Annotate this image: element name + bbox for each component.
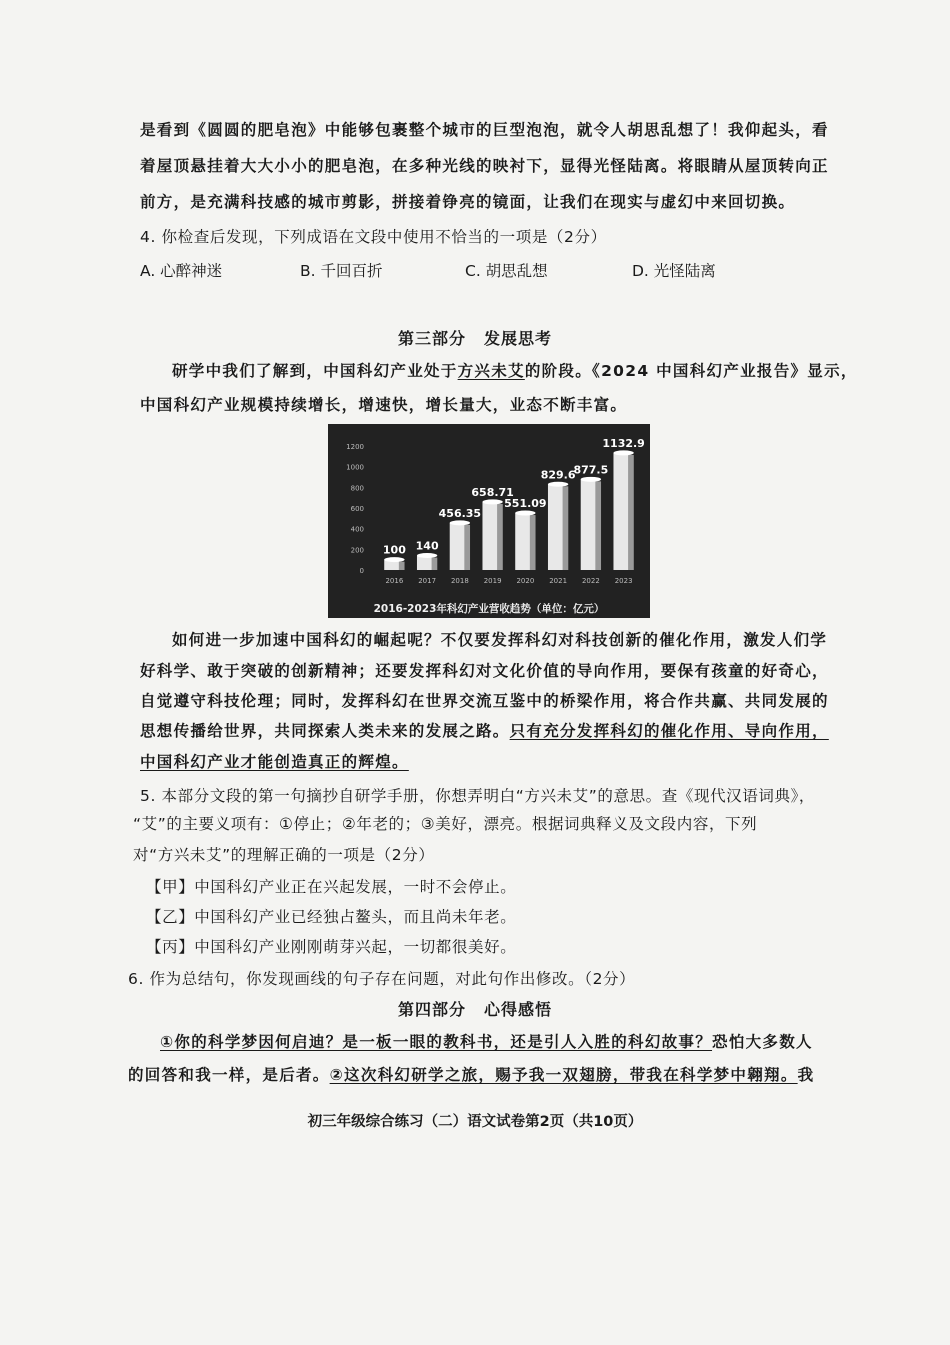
intro-text: 研学中我们了解到，中国科幻产业处于 [172, 362, 458, 380]
y-tick-label: 0 [359, 567, 364, 575]
bar-cap [548, 482, 568, 487]
bar-cap [613, 450, 633, 455]
y-tick-label: 1000 [346, 463, 364, 472]
value-label-2020: 551.09 [504, 497, 547, 511]
passage-idiom-guangguai: 光怪陆离 [593, 157, 661, 175]
bar-shade [398, 562, 404, 570]
passage-text: 了！我仰起头，看 [694, 121, 829, 139]
part3-para-line-5 [140, 750, 409, 772]
part3-para-line-4 [140, 719, 829, 741]
bar-shade [628, 455, 634, 570]
para-text: 思想传播给世界，共同探索人类未来的发展之路。 [140, 722, 510, 740]
part4-sentence-2: ②这次科幻研学之旅，赐予我一双翅膀，带我在科学梦中翱翔。 [329, 1066, 798, 1084]
q6-stem: 6. 作为总结句，你发现画线的句子存在问题，对此句作出修改。（2分） [128, 970, 636, 988]
bar-2020 [515, 513, 530, 570]
q4-option-c: C. 胡思乱想 [465, 262, 548, 280]
q5-option-yi: 【乙】中国科幻产业已经独占鳌头，而且尚未年老。 [146, 908, 517, 926]
underlined-sentence-part1: 只有充分发挥科幻的催化作用、导向作用， [509, 722, 829, 740]
x-tick-label-2022: 2022 [581, 577, 600, 585]
q5-stem-line-1: 5. 本部分文段的第一句摘抄自研学手册，你想弄明白“方兴未艾”的意思。查《现代汉语词典》， [140, 787, 816, 805]
passage-idiom-huside: 胡思乱想 [627, 121, 695, 139]
x-tick-label-2019: 2019 [483, 577, 502, 585]
bar-cap [384, 557, 404, 562]
bar-cap [417, 553, 437, 558]
value-label-2018: 456.35 [438, 506, 482, 520]
part3-intro-line-2: 中国科幻产业规模持续增长，增速快，增长量大，业态不断丰富。 [140, 396, 628, 414]
part4-line-2 [128, 1063, 814, 1085]
intro-idiom-fangxing: 方兴未艾 [457, 362, 525, 380]
value-label-2017: 140 [415, 539, 439, 553]
value-label-2022: 877.5 [573, 463, 609, 477]
intro-text: 的阶段。《2024 中国科幻产业报告》显示， [524, 362, 858, 380]
part3-para-line-1: 如何进一步加速中国科幻的崛起呢？不仅要发挥科幻对科技创新的催化作用，激发人们学 [172, 631, 828, 649]
part4-text: 我 [797, 1066, 815, 1084]
bar-2022 [581, 479, 596, 570]
part4-line-1 [160, 1030, 813, 1052]
part3-title: 发展思考 [484, 329, 553, 348]
x-tick-label-2018: 2018 [450, 577, 469, 585]
passage-line-2 [140, 154, 829, 176]
q5-option-bing: 【丙】中国科幻产业刚刚萌芽兴起，一切都很美好。 [146, 938, 517, 956]
value-label-2016: 100 [382, 543, 406, 557]
bar-cap [515, 511, 535, 516]
bar-shade [464, 525, 470, 570]
q4-option-b: B. 千回百折 [300, 262, 383, 280]
page-footer: 初三年级综合练习（二）语文试卷第2页（共10页） [307, 1114, 643, 1130]
x-tick-label-2023: 2023 [614, 577, 633, 585]
q4-option-a: A. 心醉神迷 [140, 262, 223, 280]
q5-stem-line-2: “艾”的主要义项有：①停止；②年老的；③美好，漂亮。根据词典释义及文段内容，下列 [133, 815, 758, 833]
q4-stem: 4. 你检查后发现，下列成语在文段中使用不恰当的一项是（2分） [140, 228, 607, 246]
bar-cap [450, 520, 470, 525]
x-tick-label-2017: 2017 [418, 577, 437, 585]
part3-para-line-2: 好科学、敢于突破的创新精神；还要发挥科幻对文化价值的导向作用，要保有孩童的好奇心， [140, 662, 829, 680]
bar-shade [595, 481, 601, 570]
part4-sentence-1: ①你的科学梦因何启迪？是一板一眼的教科书，还是引人入胜的科幻故事？ [160, 1033, 713, 1051]
x-tick-label-2020: 2020 [516, 577, 535, 585]
part3-para-line-3: 自觉遵守科技伦理；同时，发挥科幻在世界交流互鉴中的桥梁作用，将合作共赢、共同发展的 [140, 692, 829, 710]
bar-cap [482, 499, 502, 504]
chart-title: 2016-2023年科幻产业营收趋势（单位：亿元） [373, 603, 605, 615]
bar-2019 [482, 502, 497, 570]
passage-text: 。将眼睛从屋顶转向正 [660, 157, 829, 175]
y-tick-label: 600 [350, 505, 364, 513]
y-tick-label: 1200 [346, 443, 364, 451]
x-tick-label-2016: 2016 [385, 577, 404, 585]
passage-text: 着屋顶悬挂着大大小小的肥皂泡，在多种光线的映衬下，显得 [140, 157, 594, 175]
part4-text: 的回答和我一样，是后者。 [128, 1066, 330, 1084]
bar-shade [529, 515, 535, 570]
part4-title: 心得感悟 [484, 1000, 553, 1019]
q5-stem-line-3: 对“方兴未艾”的理解正确的一项是（2分） [133, 846, 435, 864]
bar-shade [497, 504, 503, 570]
passage-line-3: 前方，是充满科技感的城市剪影，拼接着铮亮的镜面，让我们在现实与虚幻中来回切换。 [140, 193, 796, 211]
value-label-2021: 829.6 [540, 468, 576, 482]
revenue-chart [328, 424, 650, 618]
bar-shade [562, 486, 568, 570]
part3-heading [0, 326, 950, 349]
bar-cap [581, 477, 601, 482]
bar-2023 [613, 453, 628, 570]
q5-option-jia: 【甲】中国科幻产业正在兴起发展，一时不会停止。 [146, 878, 517, 896]
underlined-sentence-part2: 中国科幻产业才能创造真正的辉煌。 [140, 753, 409, 771]
part4-text: 恐怕大多数人 [712, 1033, 813, 1051]
q4-option-d: D. 光怪陆离 [632, 262, 716, 280]
part4-number: 第四部分 [397, 1000, 466, 1019]
passage-line-1 [140, 118, 829, 140]
y-tick-label: 200 [350, 546, 364, 555]
part3-number: 第三部分 [397, 329, 466, 348]
part4-heading [0, 997, 950, 1020]
value-label-2023: 1132.9 [602, 436, 645, 450]
y-tick-label: 400 [350, 525, 364, 534]
passage-text: 是看到《圆圆的肥皂泡》中能够包裹整个城市的巨型泡泡，就令人 [140, 121, 628, 139]
bar-2021 [548, 484, 563, 570]
bar-shade [431, 558, 437, 570]
x-tick-label-2021: 2021 [549, 577, 568, 585]
bar-2018 [450, 523, 465, 570]
revenue-chart-svg [328, 424, 650, 618]
y-tick-label: 800 [350, 484, 364, 493]
value-label-2019: 658.71 [471, 485, 514, 499]
part3-intro-line-1 [172, 359, 858, 381]
